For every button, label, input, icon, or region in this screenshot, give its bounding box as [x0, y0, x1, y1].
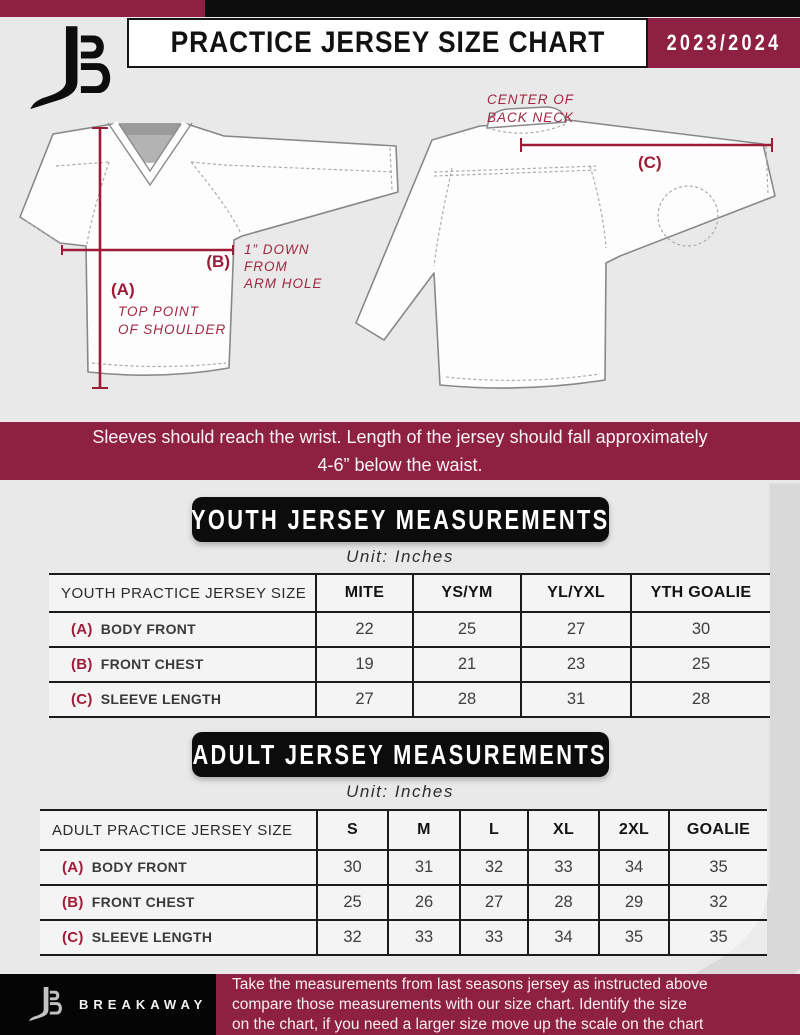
season-badge [648, 18, 800, 68]
brand-wordmark: BREAKAWAY [79, 997, 208, 1012]
measure-value-cell: 25 [317, 885, 388, 920]
top-strip [0, 0, 800, 17]
measure-value-cell: 23 [521, 647, 631, 682]
footer [0, 974, 800, 1035]
size-col-header: YL/YXL [521, 574, 631, 612]
top-strip-maroon [0, 0, 205, 17]
measure-value-cell: 27 [460, 885, 528, 920]
measure-label-cell [40, 850, 317, 885]
measure-value-cell: 33 [388, 920, 460, 955]
measure-value-cell: 27 [316, 682, 413, 717]
measure-key: (B) [71, 656, 93, 673]
measure-value-cell: 19 [316, 647, 413, 682]
measure-key: (A) [71, 621, 93, 638]
adult-banner-label: ADULT JERSEY MEASUREMENTS [192, 738, 608, 770]
measure-value-cell: 34 [599, 850, 669, 885]
title-bar [127, 18, 648, 68]
annotation-a-text: TOP POINT [118, 304, 200, 319]
size-col-header: 2XL [599, 810, 669, 850]
table-row [40, 920, 767, 955]
size-col-header: MITE [316, 574, 413, 612]
measure-label: SLEEVE LENGTH [91, 929, 213, 945]
footer-brand-block [0, 974, 216, 1035]
measure-value-cell: 28 [528, 885, 599, 920]
measure-value-cell: 35 [669, 850, 767, 885]
measure-value-cell: 30 [317, 850, 388, 885]
measure-value-cell: 27 [521, 612, 631, 647]
measure-key: (A) [62, 859, 84, 876]
notice-banner [0, 422, 800, 480]
measure-value-cell: 28 [631, 682, 770, 717]
size-col-header: M [388, 810, 460, 850]
measure-label-cell [40, 885, 317, 920]
size-col-header: YS/YM [413, 574, 521, 612]
size-col-header: YTH GOALIE [631, 574, 770, 612]
measure-label: BODY FRONT [91, 859, 188, 875]
measure-value-cell: 25 [631, 647, 770, 682]
measure-value-cell: 33 [528, 850, 599, 885]
measure-value-cell: 35 [669, 920, 767, 955]
season-label: 2023/2024 [666, 30, 782, 55]
annotation-b-text: 1” DOWN [244, 242, 310, 257]
measure-value-cell: 34 [528, 920, 599, 955]
measure-value-cell: 32 [317, 920, 388, 955]
measure-label-cell [49, 682, 316, 717]
size-col-header: XL [528, 810, 599, 850]
measure-key: (C) [62, 929, 84, 946]
annotation-c-text: CENTER OF [487, 92, 575, 107]
measure-value-cell: 33 [460, 920, 528, 955]
annotation-a-label: (A) [111, 280, 135, 299]
adult-section-banner [192, 732, 609, 777]
footer-note [216, 974, 800, 1035]
measure-value-cell: 35 [599, 920, 669, 955]
youth-table-header-row [49, 574, 770, 612]
measure-value-cell: 30 [631, 612, 770, 647]
notice-text: Sleeves should reach the wrist. Length of the jersey should fall approximately 4-6” below the waist. [92, 427, 708, 475]
measure-value-cell: 25 [413, 612, 521, 647]
measure-label: BODY FRONT [100, 621, 197, 637]
annotation-b-text: FROM [244, 259, 288, 274]
table-row [49, 612, 770, 647]
adult-size-table [40, 809, 767, 956]
size-col-header: GOALIE [669, 810, 767, 850]
measure-value-cell: 32 [669, 885, 767, 920]
annotation-c-text: BACK NECK [487, 110, 575, 125]
measure-label: SLEEVE LENGTH [100, 691, 222, 707]
top-strip-black [205, 0, 800, 17]
measure-value-cell: 32 [460, 850, 528, 885]
adult-table-title: ADULT PRACTICE JERSEY SIZE [40, 810, 317, 850]
table-row [40, 885, 767, 920]
adult-table-header-row [40, 810, 767, 850]
youth-unit-label: Unit: Inches [346, 547, 454, 566]
measure-value-cell: 28 [413, 682, 521, 717]
measure-label-cell [49, 612, 316, 647]
table-row [40, 850, 767, 885]
jersey-back-diagram [356, 107, 775, 388]
size-col-header: S [317, 810, 388, 850]
annotation-b-text: ARM HOLE [244, 276, 323, 291]
size-col-header: L [460, 810, 528, 850]
youth-size-table [49, 573, 770, 718]
youth-banner-label: YOUTH JERSEY MEASUREMENTS [190, 503, 610, 535]
measure-value-cell: 22 [316, 612, 413, 647]
annotation-b-label: (B) [206, 252, 230, 271]
measure-key: (B) [62, 894, 84, 911]
measure-value-cell: 21 [413, 647, 521, 682]
footer-note-line: on the chart, if you need a larger size move up the scale on the chart [232, 1016, 704, 1033]
measure-value-cell: 26 [388, 885, 460, 920]
measure-key: (C) [71, 691, 93, 708]
measure-value-cell: 29 [599, 885, 669, 920]
footer-note-line: compare those measurements with our size chart. Identify the size [232, 996, 687, 1013]
youth-section-banner [192, 497, 609, 542]
header [0, 0, 800, 68]
table-row [49, 682, 770, 717]
measure-label-cell [49, 647, 316, 682]
measure-value-cell: 31 [388, 850, 460, 885]
annotation-a-text: OF SHOULDER [118, 322, 227, 337]
measure-label: FRONT CHEST [91, 894, 195, 910]
page-title: PRACTICE JERSEY SIZE CHART [170, 26, 605, 59]
breakaway-logo-icon [28, 24, 120, 116]
measure-label: FRONT CHEST [100, 656, 204, 672]
jersey-diagrams [0, 68, 800, 422]
measure-label-cell [40, 920, 317, 955]
measurements-section [0, 497, 800, 956]
measure-value-cell: 31 [521, 682, 631, 717]
table-row [49, 647, 770, 682]
annotation-c-label: (C) [638, 153, 662, 172]
youth-table-title: YOUTH PRACTICE JERSEY SIZE [49, 574, 316, 612]
breakaway-logo-small-icon [28, 986, 66, 1024]
adult-unit-label: Unit: Inches [346, 782, 454, 801]
footer-note-line: Take the measurements from last seasons jersey as instructed above [232, 976, 708, 993]
